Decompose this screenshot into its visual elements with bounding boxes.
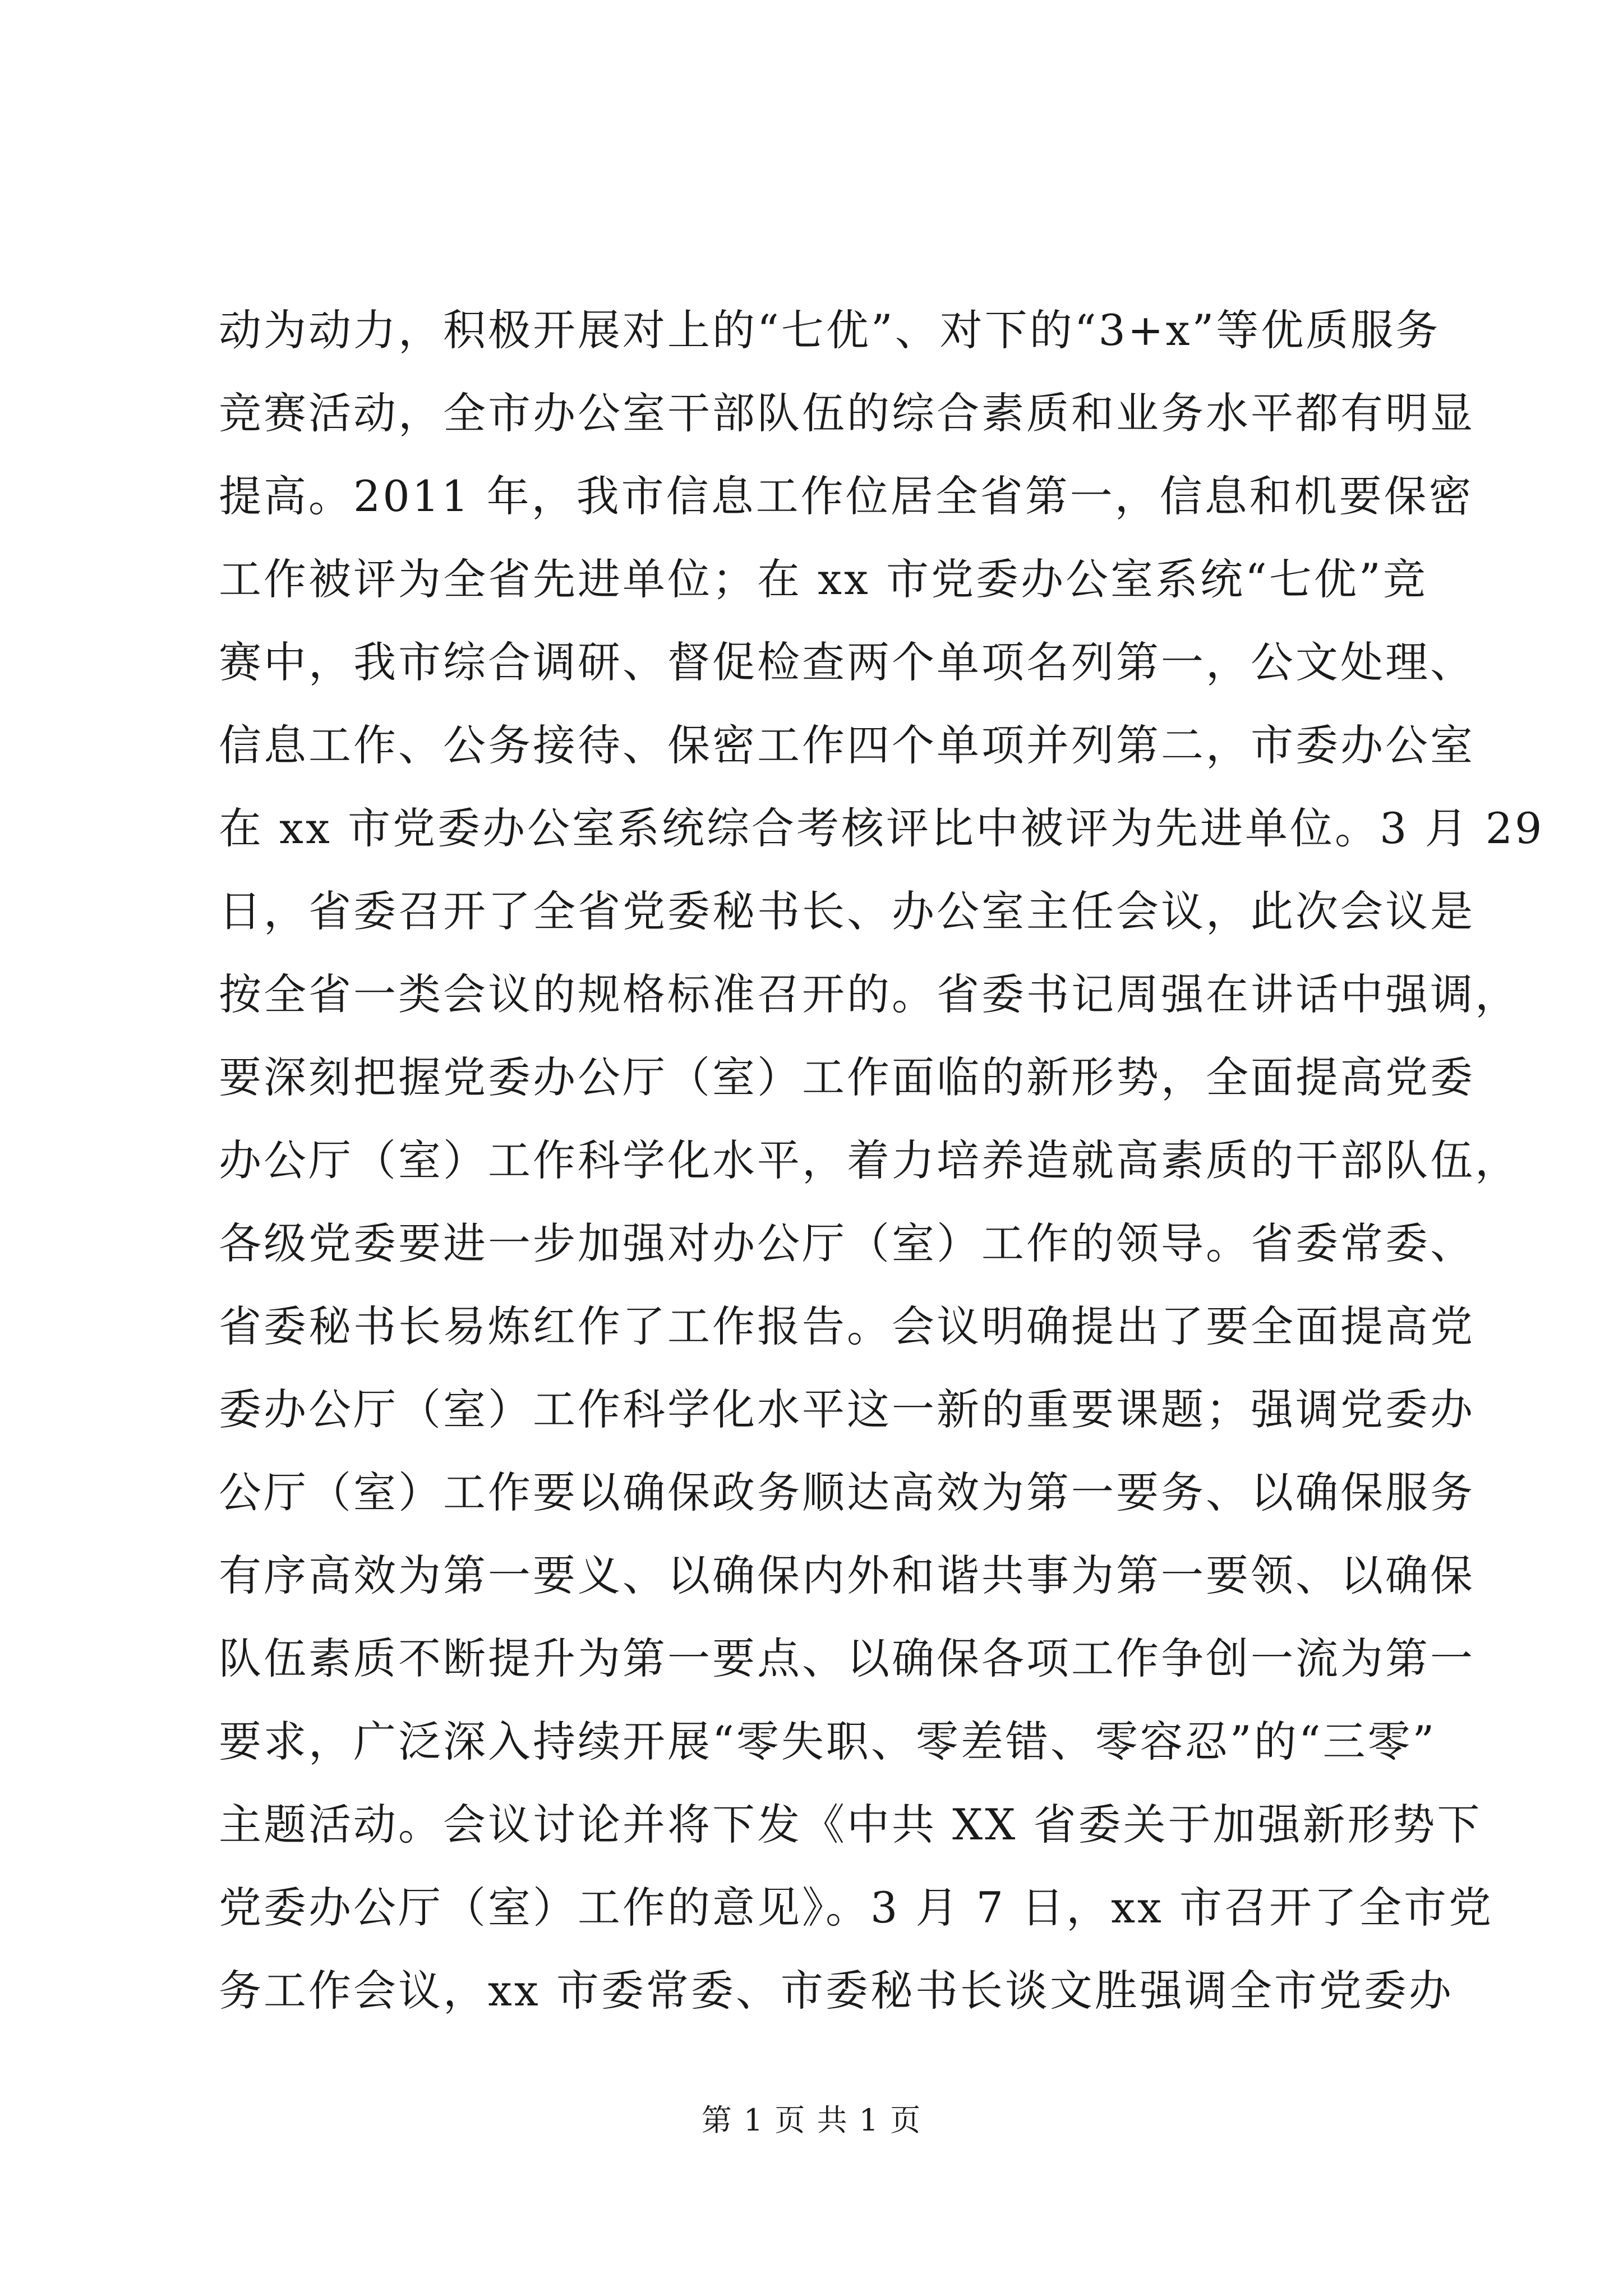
text-line: 主题活动。会议讨论并将下发《中共 XX 省委关于加强新形势下 [219,1800,1482,1849]
text-line: 竞赛活动，全市办公室干部队伍的综合素质和业务水平都有明显 [219,388,1475,438]
text-line: 信息工作、公务接待、保密工作四个单项并列第二，市委办公室 [219,720,1475,770]
text-line: 办公厅（室）工作科学化水平，着力培养造就高素质的干部队伍， [219,1135,1520,1185]
text-line: 动为动力，积极开展对上的“七优”、对下的“3+x”等优质服务 [219,305,1441,355]
text-line: 各级党委要进一步加强对办公厅（室）工作的领导。省委常委、 [219,1218,1475,1268]
text-line: 公厅（室）工作要以确保政务顺达高效为第一要务、以确保服务 [219,1467,1475,1517]
text-line: 按全省一类会议的规格标准召开的。省委书记周强在讲话中强调， [219,969,1520,1019]
text-line: 日，省委召开了全省党委秘书长、办公室主任会议，此次会议是 [219,886,1475,936]
text-line: 队伍素质不断提升为第一要点、以确保各项工作争创一流为第一 [219,1634,1475,1683]
page-number: 第 1 页 共 1 页 [701,2102,922,2138]
text-line: 要求，广泛深入持续开展“零失职、零差错、零容忍”的“三零” [219,1717,1437,1766]
page-footer [0,2101,1623,2140]
text-line: 有序高效为第一要义、以确保内外和谐共事为第一要领、以确保 [219,1550,1475,1600]
body-text [219,289,1544,2032]
text-line: 党委办公厅（室）工作的意见》。3 月 7 日，xx 市召开了全市党 [219,1883,1494,1932]
text-line: 赛中，我市综合调研、督促检查两个单项名列第一，公文处理、 [219,637,1475,687]
text-line: 在 xx 市党委办公室系统综合考核评比中被评为先进单位。3 月 29 [219,803,1544,853]
text-line: 省委秘书长易炼红作了工作报告。会议明确提出了要全面提高党 [219,1301,1475,1351]
text-line: 工作被评为全省先进单位；在 xx 市党委办公室系统“七优”竞 [219,554,1428,604]
text-line: 要深刻把握党委办公厅（室）工作面临的新形势，全面提高党委 [219,1052,1475,1102]
text-line: 提高。2011 年，我市信息工作位居全省第一，信息和机要保密 [219,471,1474,521]
text-line: 务工作会议，xx 市委常委、市委秘书长谈文胜强调全市党委办 [219,1966,1454,2016]
text-line: 委办公厅（室）工作科学化水平这一新的重要课题；强调党委办 [219,1384,1475,1434]
